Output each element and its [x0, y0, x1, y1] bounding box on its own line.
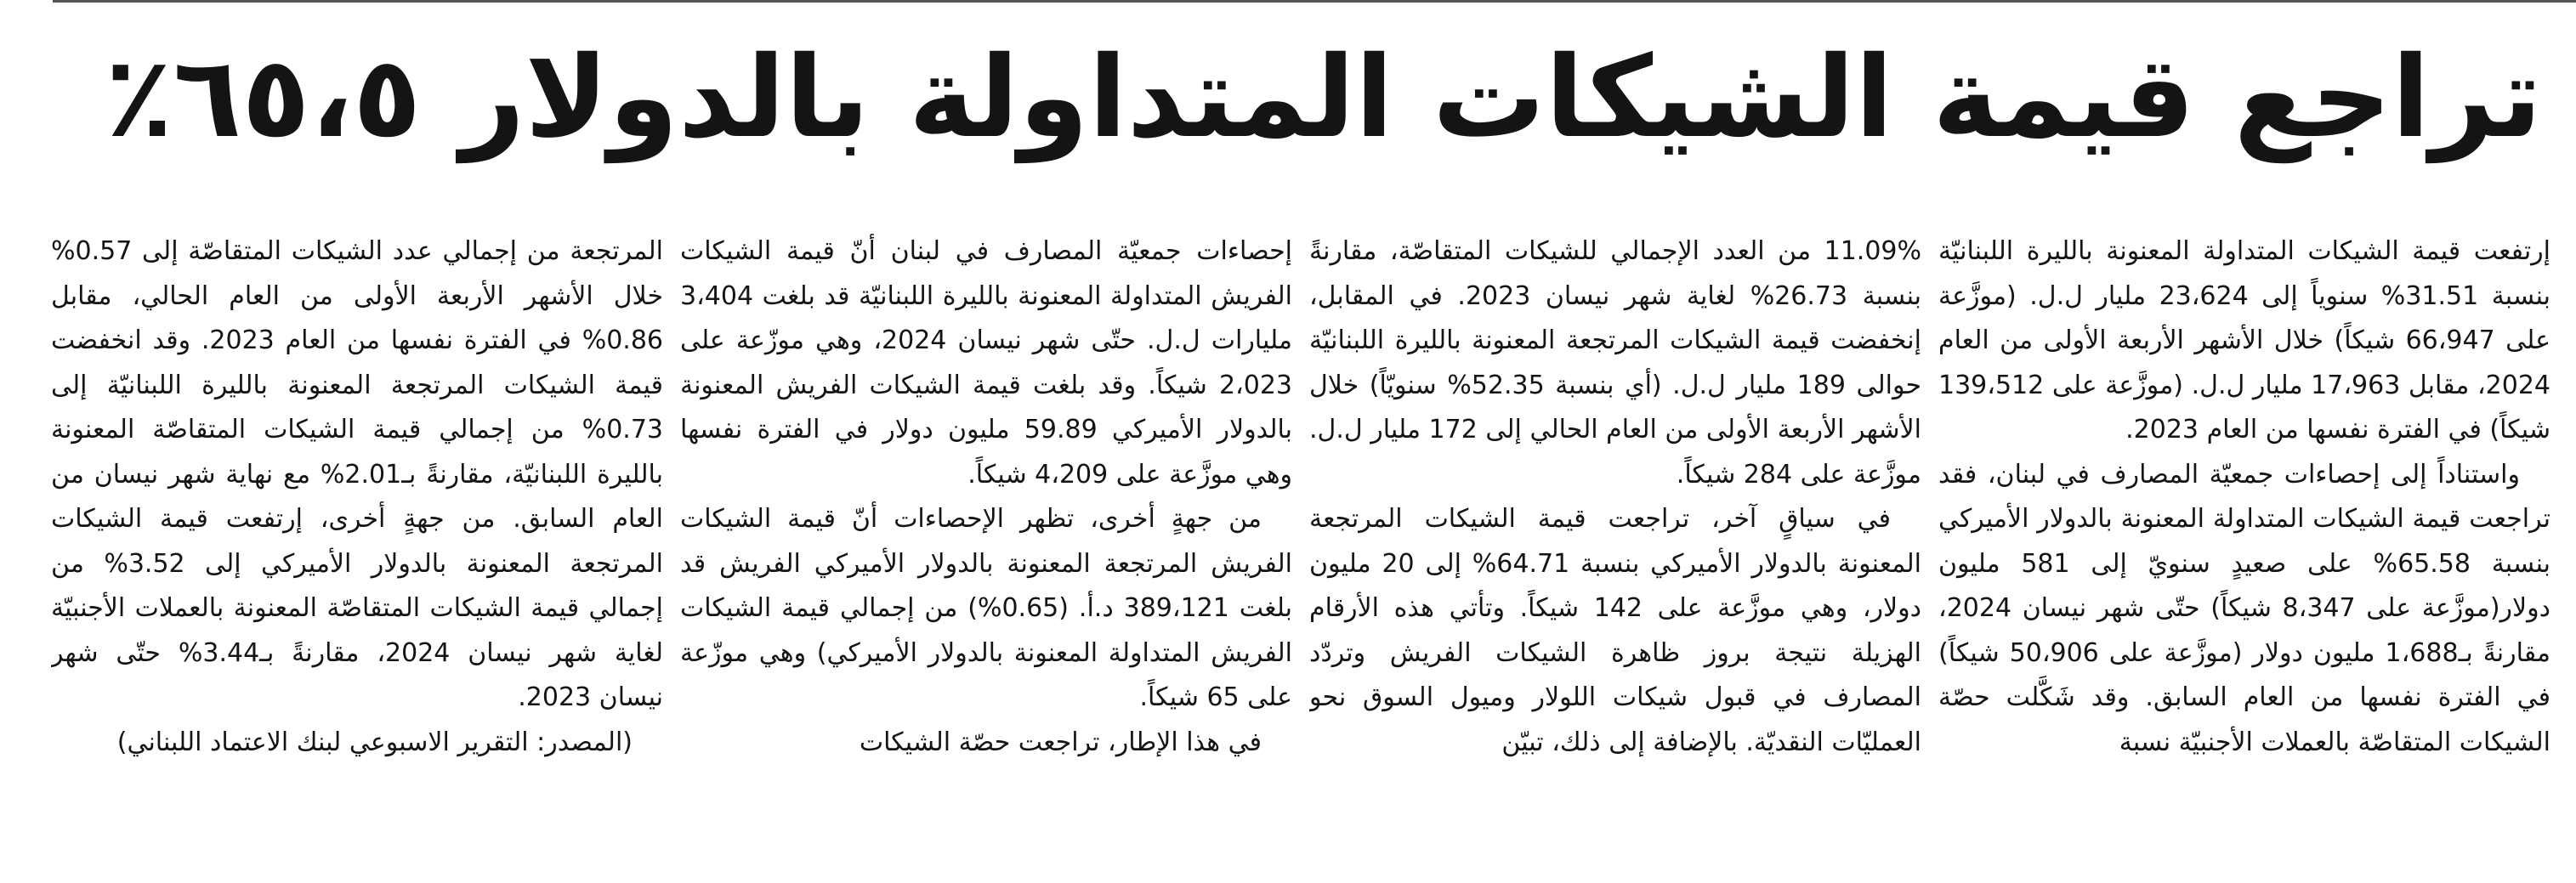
- article-column-3: [680, 229, 1292, 875]
- article-headline: تراجع قيمة الشيكات المتداولة بالدولار ٦٥،٥٪: [105, 32, 2542, 163]
- article-column-4: [51, 229, 663, 875]
- article-source-note: (المصدر: التقرير الاسبوعي لبنك الاعتماد اللبناني): [116, 727, 633, 757]
- article-paragraph: إحصاءات جمعيّة المصارف في لبنان أنّ قيمة الشيكات الفريش المتداولة المعنونة بالليرة اللبنانيّة قد بلغت 3،404 مليارات ل.ل. حتّى شهر نيسان 2024، وهي موزّعة على 2،023 شيكاً. وقد بلغت قيمة الشيكات الفريش المعنونة بالدولار الأميركي 59.89 مليون دولار في الفترة نفسها وهي موزَّعة على 4،209 شيكاً.: [680, 236, 1292, 490]
- article-paragraph: إرتفعت قيمة الشيكات المتداولة المعنونة بالليرة اللبنانيّة بنسبة 31.51% سنوياً إلى 23،624 مليار ل.ل. (موزَّعة على 66،947 شيكاً) خلال الأشهر الأربعة الأولى من العام 2024، مقابل 17،963 مليار ل.ل. (موزَّعة على 139،512 شيكاً) في الفترة نفسها من العام 2023.: [1938, 236, 2550, 444]
- article-column-1: [1938, 229, 2550, 875]
- article-paragraph: في هذا الإطار، تراجعت حصّة الشيكات: [859, 727, 1262, 757]
- top-rule: [53, 0, 2576, 3]
- article-paragraph: 11.09% من العدد الإجمالي للشيكات المتقاصّة، مقارنةً بنسبة 26.73% لغاية شهر نيسان 2023. في المقابل، إنخفضت قيمة الشيكات المرتجعة المعنونة بالليرة اللبنانيّة حوالى 189 مليار ل.ل. (أي بنسبة 52.35% سنويّاً) خلال الأشهر الأربعة الأولى من العام الحالي إلى 172 مليار ل.ل. موزَّعة على 284 شيكاً.: [1309, 236, 1921, 490]
- article-paragraph: في سياقٍ آخر، تراجعت قيمة الشيكات المرتجعة المعنونة بالدولار الأميركي بنسبة 64.71% إلى 20 مليون دولار، وهي موزَّعة على 142 شيكاً. وتأتي هذه الأرقام الهزيلة نتيجة بروز ظاهرة الشيكات الفريش وتردّد المصارف في قبول شيكات اللولار وميول السوق نحو العمليّات النقديّة. بالإضافة إلى ذلك، تبيّن: [1309, 504, 1921, 757]
- article-column-2: [1309, 229, 1921, 875]
- article-paragraph: من جهةٍ أخرى، تظهر الإحصاءات أنّ قيمة الشيكات الفريش المرتجعة المعنونة بالدولار الأميركي الفريش قد بلغت 389،121 د.أ. (0.65%) من إجمالي قيمة الشيكات الفريش المتداولة المعنونة بالدولار الأميركي) وهي موزّعة على 65 شيكاً.: [680, 504, 1292, 712]
- article-paragraph: المرتجعة من إجمالي عدد الشيكات المتقاصّة إلى 0.57% خلال الأشهر الأربعة الأولى من العام الحالي، مقابل 0.86% في الفترة نفسها من العام 2023. وقد انخفضت قيمة الشيكات المرتجعة المعنونة بالليرة اللبنانيّة إلى 0.73% من إجمالي قيمة الشيكات المتقاصّة المعنونة بالليرة اللبنانيّة، مقارنةً بـ2.01% مع نهاية شهر نيسان من العام السابق. من جهةٍ أخرى، إرتفعت قيمة الشيكات المرتجعة المعنونة بالدولار الأميركي إلى 3.52% من إجمالي قيمة الشيكات المتقاصّة المعنونة بالعملات الأجنبيّة لغاية شهر نيسان 2024، مقارنةً بـ3.44% حتّى شهر نيسان 2023.: [51, 236, 663, 712]
- article-paragraph: واستناداً إلى إحصاءات جمعيّة المصارف في لبنان، فقد تراجعت قيمة الشيكات المتداولة المعنونة بالدولار الأميركي بنسبة 65.58% على صعيدٍ سنويّ إلى 581 مليون دولار(موزَّعة على 8،347 شيكاً) حتّى شهر نيسان 2024، مقارنةً بـ1،688 مليون دولار (موزَّعة على 50،906 شيكاً) في الفترة نفسها من العام السابق. وقد شَكَّلت حصّة الشيكات المتقاصّة بالعملات الأجنبيّة نسبة: [1938, 459, 2550, 757]
- article-columns: [51, 229, 2550, 875]
